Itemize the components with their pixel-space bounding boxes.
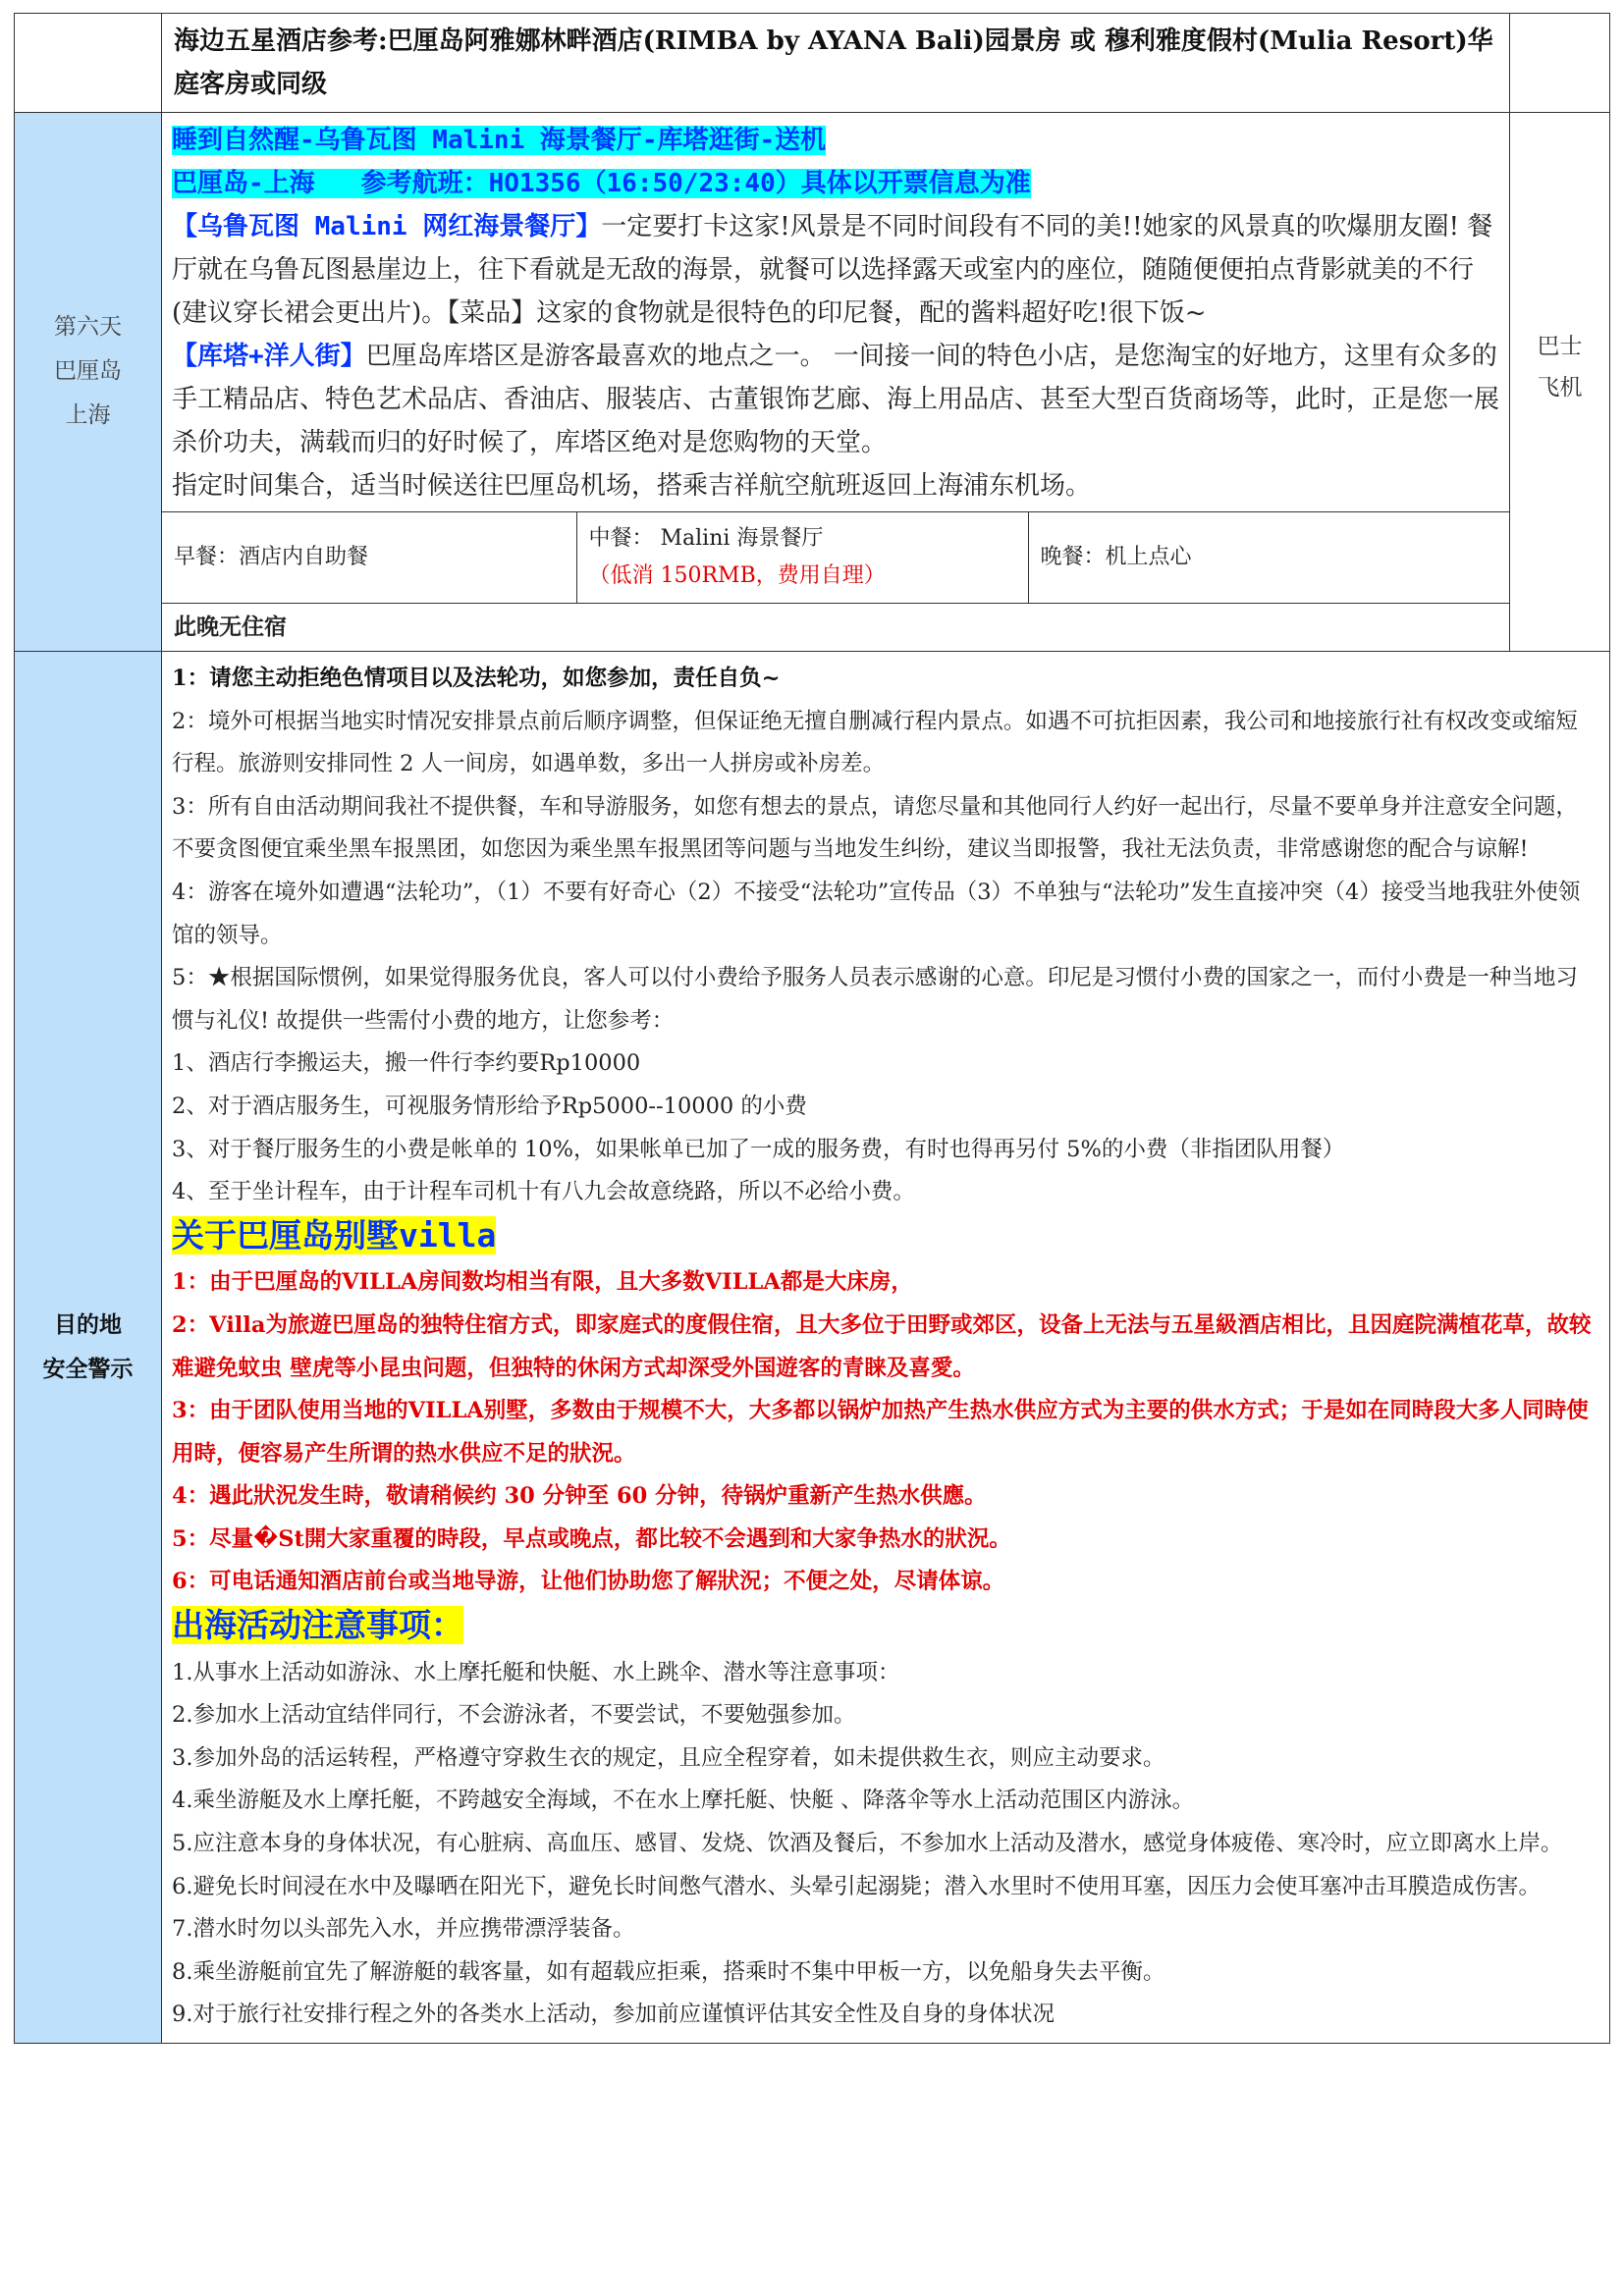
dinner: 晚餐：机上点心 — [1040, 545, 1192, 569]
day6-label-day: 第六天 — [54, 313, 122, 340]
sea-note-6: 6.避免长时间浸在水中及曝晒在阳光下，避免长时间憋气潜水、头晕引起溺毙；潜入水里时不使用耳塞，因压力会使耳塞冲击耳膜造成伤害。 — [172, 1873, 1541, 1899]
malini-text: 一定要打卡这家!风景是不同时间段有不同的美!!她家的风景真的吹爆朋友圈! 餐厅就在乌鲁瓦图悬崖边上，往下看就是无敌的海景，就餐可以选择露天或室内的座位，随随便便拍点背影就美的不行(建议穿长裙会更出片)。【菜品】这家的食物就是很特色的印尼餐，配的酱料超好吃!很下饭~ — [172, 212, 1493, 328]
general-note-5: 5：★根据国际惯例，如果觉得服务优良，客人可以付小费给予服务人员表示感谢的心意。印尼是习惯付小费的国家之一，而付小费是一种当地习惯与礼仪! 故提供一些需付小费的地方，让您参考： — [172, 965, 1578, 1034]
transport-plane: 飞机 — [1537, 375, 1583, 400]
sea-note-7: 7.潜水时勿以头部先入水，并应携带漂浮装备。 — [172, 1916, 635, 1943]
meals-row — [15, 512, 1610, 604]
villa-note-5: 5：尽量�St開大家重覆的時段，早点或晚点，都比较不会遇到和大家争热水的狀況。 — [172, 1525, 1011, 1552]
sea-note-1: 1.从事水上活动如游泳、水上摩托艇和快艇、水上跳伞、潜水等注意事项： — [172, 1659, 900, 1685]
safety-label — [15, 652, 162, 2044]
meals-table — [162, 512, 1509, 603]
safety-label-line2: 安全警示 — [42, 1356, 134, 1382]
villa-note-4: 4：遇此狀況发生時，敬请稍候约 30 分钟至 60 分钟，待锅炉重新产生热水供應。 — [172, 1483, 987, 1510]
lunch-cell — [576, 512, 1028, 603]
day6-row — [15, 113, 1610, 512]
day6-label — [15, 113, 162, 652]
tip-item-3: 3、对于餐厅服务生的小费是帐单的 10%，如果帐单已加了一成的服务费，有时也得再另付 5%的小费（非指团队用餐） — [172, 1136, 1345, 1162]
safety-notes — [162, 652, 1610, 2044]
general-note-2: 2：境外可根据当地实时情况安排景点前后顺序调整，但保证绝无擅自删减行程内景点。如遇不可抗拒因素，我公司和地接旅行社有权改变或缩短行程。旅游则安排同性 2 人一间房，如遇单数，多出一人拼房或补房差。 — [172, 708, 1578, 777]
sea-note-9: 9.对于旅行社安排行程之外的各类水上活动，参加前应谨慎评估其安全性及自身的身体状况 — [172, 2002, 1055, 2028]
day6-label-to: 上海 — [65, 401, 111, 428]
day6-label-from: 巴厘岛 — [54, 357, 122, 384]
villa-heading: 关于巴厘岛别墅villa — [172, 1215, 497, 1255]
sea-note-8: 8.乘坐游艇前宜先了解游艇的载客量，如有超载应拒乘，搭乘时不集中甲板一方，以免船身失去平衡。 — [172, 1958, 1165, 1985]
lunch-note: （低消 150RMB，费用自理） — [588, 563, 886, 588]
sea-note-3: 3.参加外岛的活运转程，严格遵守穿救生衣的规定，且应全程穿着，如未提供救生衣，则应主动要求。 — [172, 1744, 1165, 1771]
hotel-reference: 海边五星酒店参考:巴厘岛阿雅娜林畔酒店(RIMBA by AYANA Bali)园景房 或 穆利雅度假村(Mulia Resort)华庭客房或同级 — [162, 14, 1510, 113]
airport-paragraph: 指定时间集合，适当时候送往巴厘岛机场，搭乘吉祥航空航班返回上海浦东机场。 — [172, 471, 1092, 501]
general-note-1: 1：请您主动拒绝色情项目以及法轮功，如您参加，责任自负~ — [172, 666, 781, 691]
lunch: 中餐： Malini 海景餐厅 — [588, 526, 824, 551]
sea-heading: 出海活动注意事项： — [172, 1606, 463, 1645]
meals-cell — [162, 512, 1510, 604]
stay-row — [15, 604, 1610, 652]
safety-label-line1: 目的地 — [54, 1311, 122, 1338]
day6-content — [162, 113, 1510, 512]
day6-title-route: 睡到自然醒-乌鲁瓦图 Malini 海景餐厅-库塔逛街-送机 — [172, 126, 827, 155]
transport-bus: 巴士 — [1537, 334, 1583, 359]
hotel-side-cell — [15, 14, 162, 113]
sea-note-2: 2.参加水上活动宜结伴同行，不会游泳者，不要尝试，不要勉强参加。 — [172, 1702, 856, 1729]
sea-note-4: 4.乘坐游艇及水上摩托艇，不跨越安全海域，不在水上摩托艇、快艇 、降落伞等水上活动范围区内游泳。 — [172, 1788, 1195, 1814]
kuta-label: 【库塔+洋人街】 — [172, 342, 366, 371]
sea-note-5: 5.应注意本身的身体状况，有心脏病、高血压、感冒、发烧、饮酒及餐后，不参加水上活动及潜水，感觉身体疲倦、寒冷时，应立即离水上岸。 — [172, 1831, 1563, 1857]
day6-title-flight: 巴厘岛-上海 参考航班：HO1356（16:50/23:40）具体以开票信息为准 — [172, 169, 1031, 198]
malini-label: 【乌鲁瓦图 Malini 网红海景餐厅】 — [172, 212, 602, 241]
villa-note-2: 2：Villa为旅遊巴厘岛的独特住宿方式，即家庭式的度假住宿，且大多位于田野或郊区，设备上无法与五星級酒店相比，且因庭院满植花草，故较难避免蚊虫 壁虎等小昆虫问题，但独特的休闲方式却深受外国遊客的青睐及喜愛。 — [172, 1311, 1592, 1381]
hotel-transport-cell — [1510, 14, 1610, 113]
safety-row — [15, 652, 1610, 2044]
general-note-4: 4：游客在境外如遭遇“法轮功”，（1）不要有好奇心（2）不接受“法轮功”宣传品（3）不单独与“法轮功”发生直接冲突（4）接受当地我驻外使领馆的领导。 — [172, 879, 1581, 948]
kuta-paragraph — [172, 335, 1499, 464]
day6-transport — [1510, 113, 1610, 652]
villa-note-6: 6：可电话通知酒店前台或当地导游，让他们协助您了解狀況；不便之处，尽请体谅。 — [172, 1569, 1005, 1595]
breakfast: 早餐：酒店内自助餐 — [162, 512, 576, 603]
kuta-text: 巴厘岛库塔区是游客最喜欢的地点之一。 一间接一间的特色小店，是您淘宝的好地方，这里有众多的手工精品店、特色艺术品店、香油店、服装店、古董银饰艺廊、海上用品店、甚至大型百货商场等，此时，正是您一展杀价功夫，满载而归的好时候了，库塔区绝对是您购物的天堂。 — [172, 342, 1500, 457]
villa-note-3: 3：由于团队使用当地的VILLA别墅，多数由于规模不大，大多都以锅炉加热产生热水供应方式为主要的供水方式；于是如在同時段大多人同時使用時，便容易产生所谓的热水供应不足的狀況。 — [172, 1398, 1589, 1467]
general-note-3: 3：所有自由活动期间我社不提供餐，车和导游服务，如您有想去的景点，请您尽量和其他同行人约好一起出行，尽量不要单身并注意安全问题，不要贪图便宜乘坐黑车报黑团，如您因为乘坐黑车报黑团等问题与当地发生纠纷，建议当即报警，我社无法负责，非常感谢您的配合与谅解! — [172, 793, 1578, 863]
villa-note-1: 1：由于巴厘岛的VILLA房间数均相当有限，且大多数VILLA都是大床房， — [172, 1269, 913, 1296]
malini-paragraph — [172, 205, 1499, 335]
tip-item-4: 4、至于坐计程车，由于计程车司机十有八九会故意绕路，所以不必给小费。 — [172, 1179, 915, 1205]
itinerary-table — [14, 13, 1610, 2044]
tip-item-1: 1、酒店行李搬运夫，搬一件行李约要Rp10000 — [172, 1050, 641, 1077]
tip-item-2: 2、对于酒店服务生，可视服务情形给予Rp5000--10000 的小费 — [172, 1093, 807, 1119]
no-stay: 此晚无住宿 — [162, 604, 1510, 652]
hotel-row — [15, 14, 1610, 113]
